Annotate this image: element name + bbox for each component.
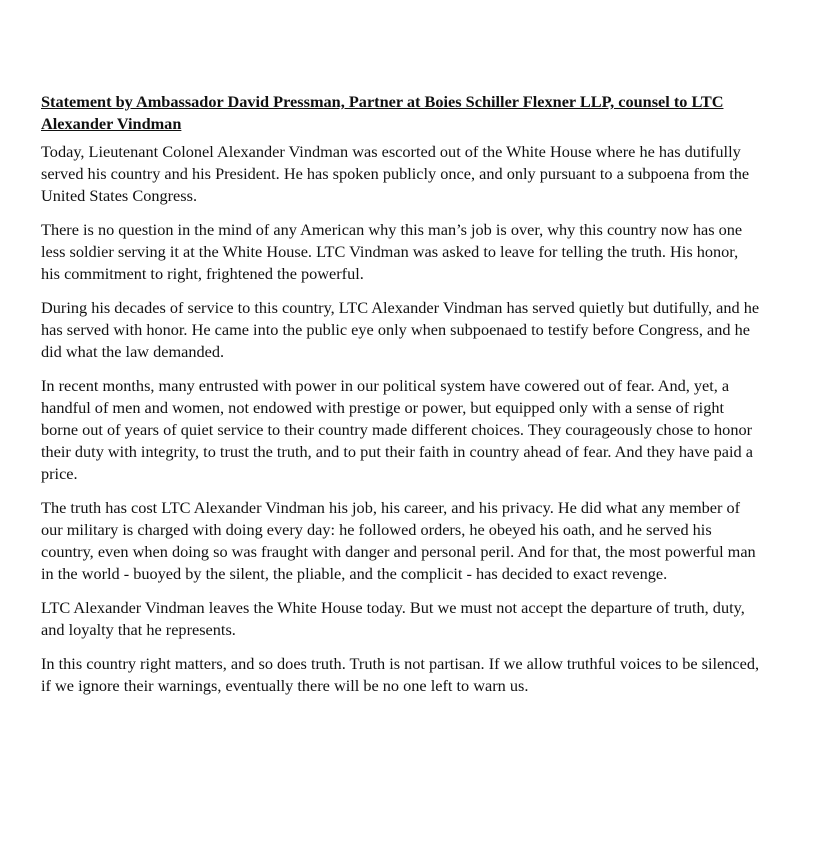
paragraph-6: LTC Alexander Vindman leaves the White House today. But we must not accept the departure of truth, duty, and loyalty that he represents. — [41, 598, 745, 639]
paragraph-1: Today, Lieutenant Colonel Alexander Vindman was escorted out of the White House where he has dutifully served his country and his President. He has spoken publicly once, and only pursuant to a subpoena from the United States Congress. — [41, 142, 750, 205]
statement-title: Statement by Ambassador David Pressman, Partner at Boies Schiller Flexner LLP, counsel to LTC Alexander Vindman — [41, 92, 724, 133]
statement-body — [41, 91, 761, 709]
paragraph-5: The truth has cost LTC Alexander Vindman his job, his career, and his privacy. He did what any member of our military is charged with doing every day: he followed orders, he obeyed his oath, and he served his country, even when doing so was fraught with danger and personal peril. And for that, the most powerful man in the world - buoyed by the silent, the pliable, and the complicit - has decided to exact revenge. — [41, 498, 756, 583]
paragraph-3: During his decades of service to this country, LTC Alexander Vindman has served quietly but dutifully, and he has served with honor. He came into the public eye only when subpoenaed to testify before Congress, and he did what the law demanded. — [41, 298, 760, 361]
paragraph-2: There is no question in the mind of any American why this man’s job is over, why this country now has one less soldier serving it at the White House. LTC Vindman was asked to leave for telling the truth. His honor, his commitment to right, frightened the powerful. — [41, 220, 743, 283]
paragraph-4: In recent months, many entrusted with power in our political system have cowered out of fear. And, yet, a handful of men and women, not endowed with prestige or power, but equipped only with a sense of right borne out of years of quiet service to their country made different choices. They courageously chose to honor their duty with integrity, to trust the truth, and to put their faith in country ahead of fear. And they have paid a price. — [41, 376, 753, 483]
paragraph-7: In this country right matters, and so does truth. Truth is not partisan. If we allow truthful voices to be silenced, if we ignore their warnings, eventually there will be no one left to warn us. — [41, 654, 760, 695]
